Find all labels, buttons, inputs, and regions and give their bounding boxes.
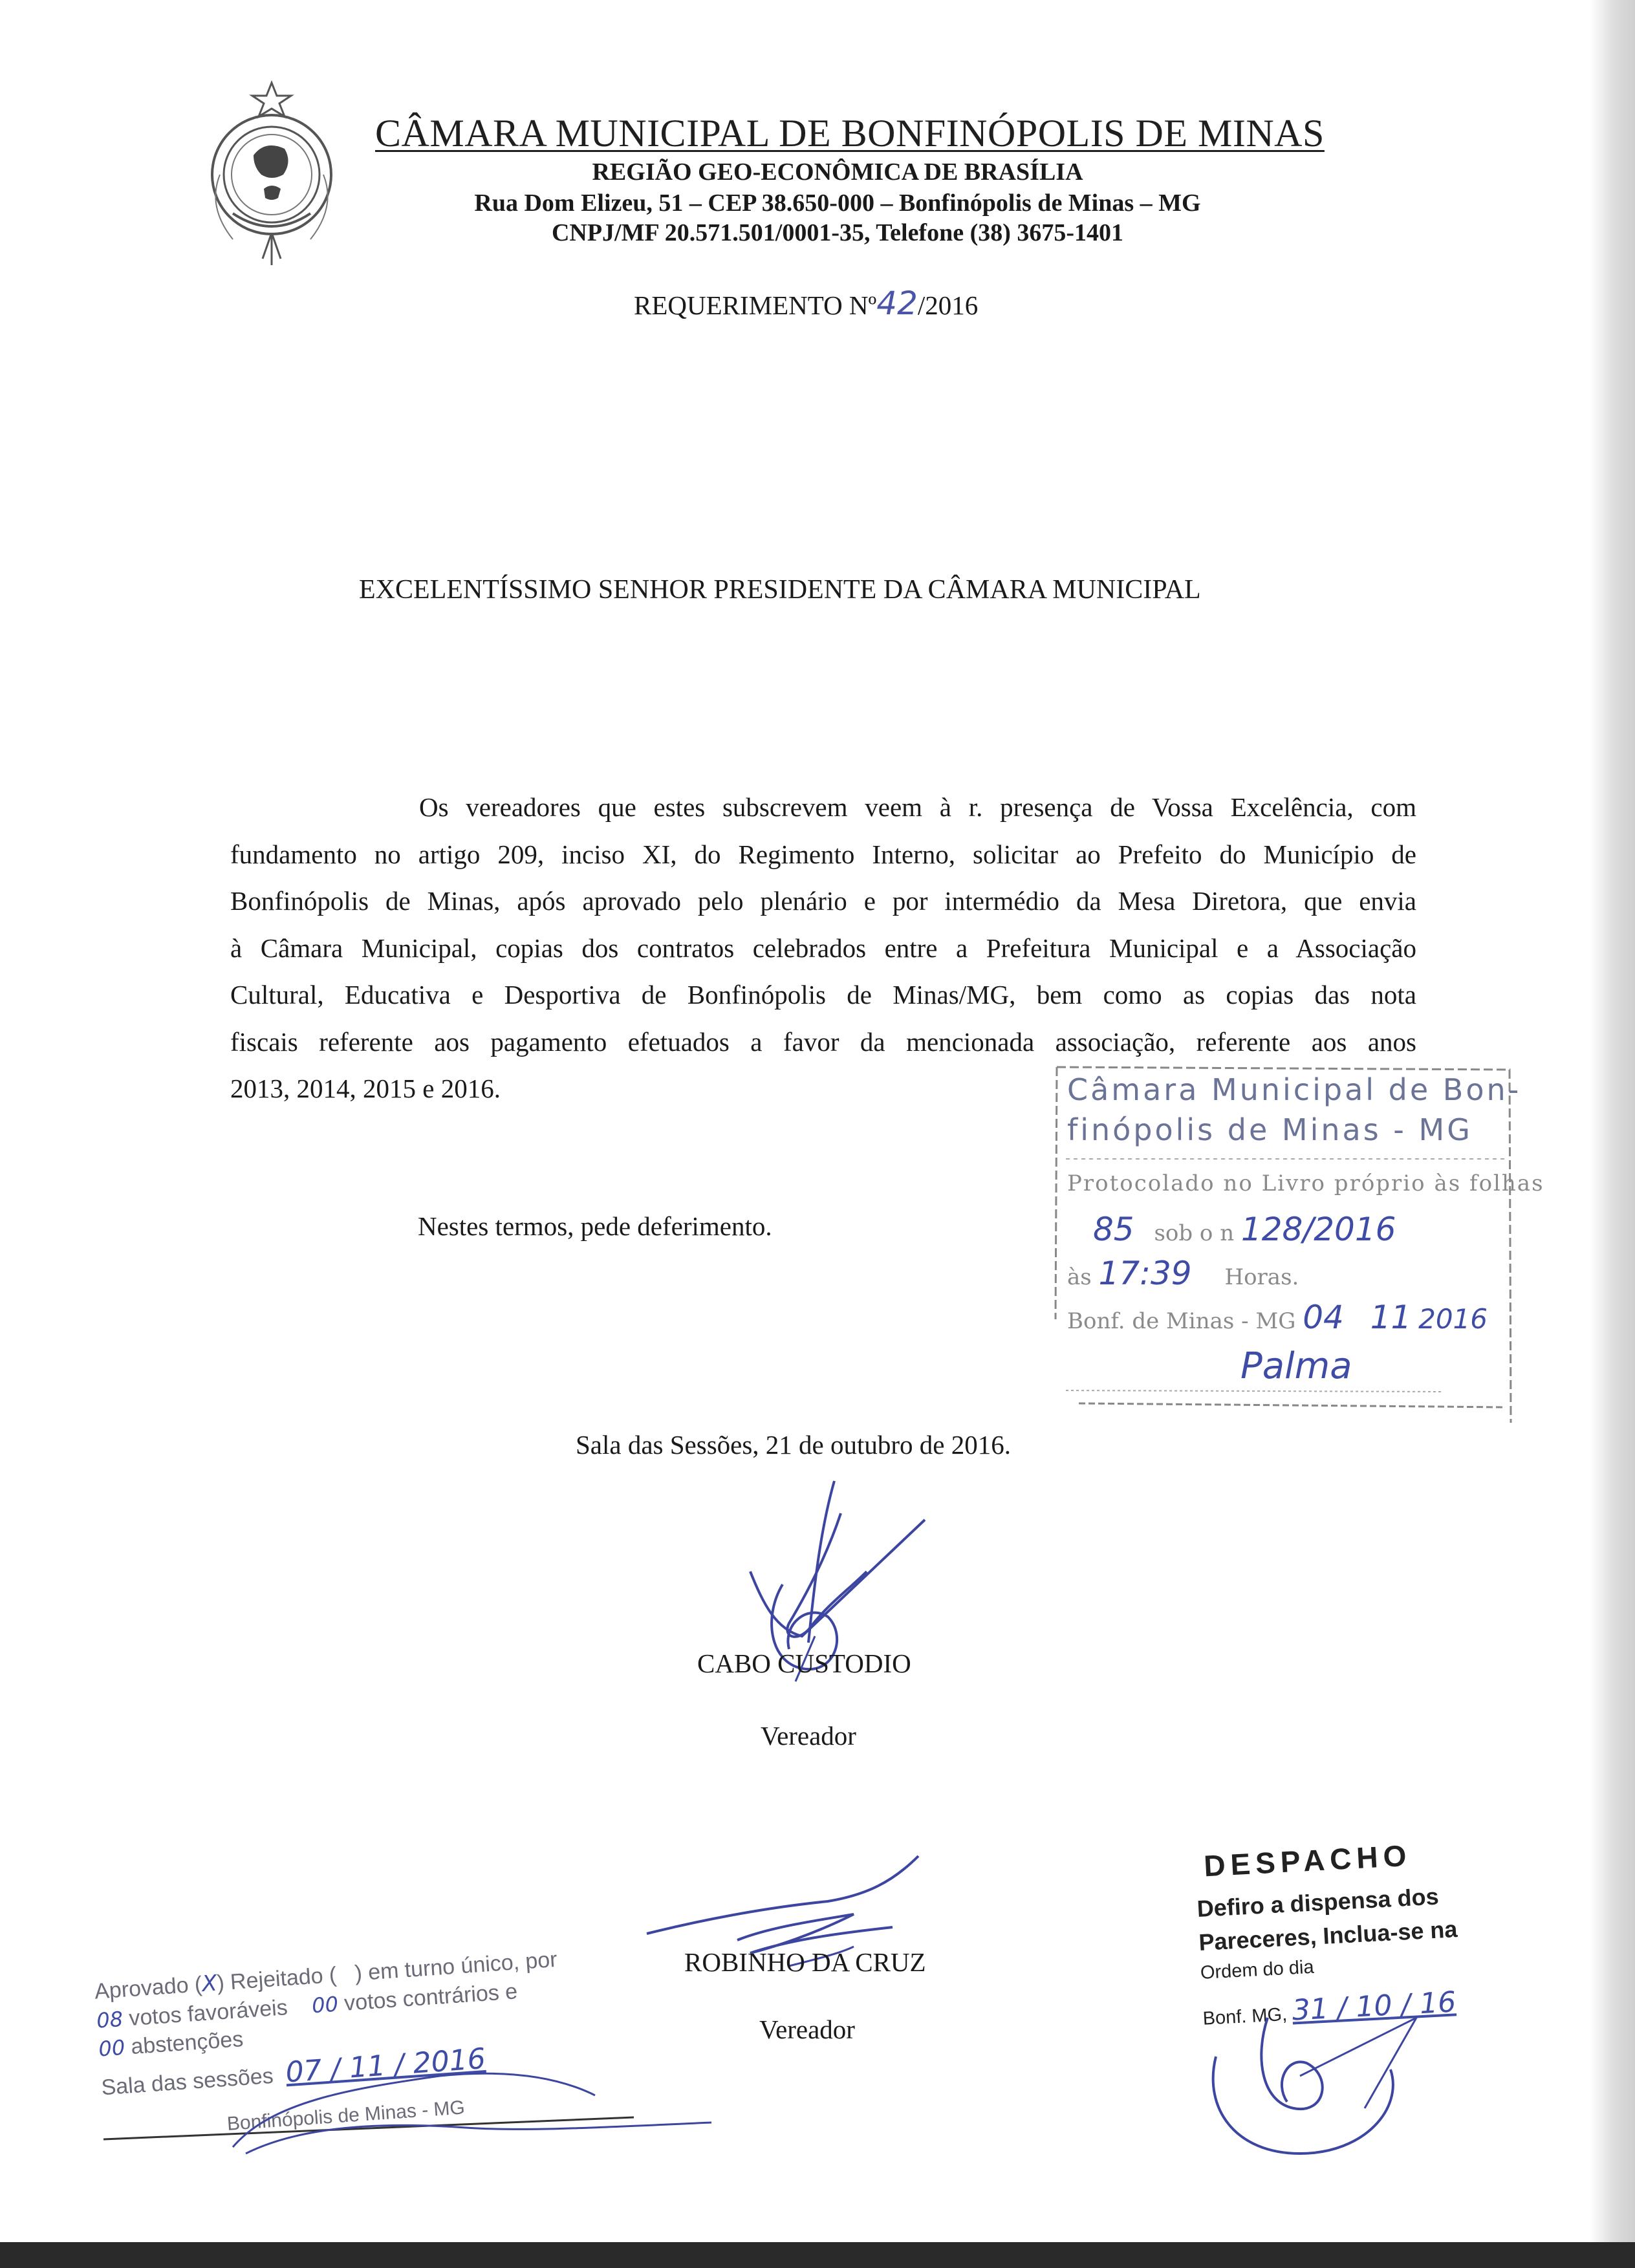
sessions-label: Sala das sessões — [100, 2063, 274, 2101]
abstencoes-label: abstenções — [130, 2026, 244, 2060]
despacho-title: DESPACHO — [1203, 1838, 1413, 1883]
despacho-date-label: Bonf. MG, — [1202, 2003, 1288, 2029]
aprovado-mark-hw: X — [200, 1970, 218, 1998]
place-date: Sala das Sessões, 21 de outubro de 2016. — [576, 1430, 1011, 1460]
request-number-line — [634, 285, 978, 322]
salutation: EXCELENTÍSSIMO SENHOR PRESIDENTE DA CÂMARA MUNICIPAL — [359, 575, 1201, 605]
municipal-seal-icon — [194, 78, 349, 272]
scan-edge-right — [1590, 0, 1635, 2268]
despacho-line1: Defiro a dispensa dos — [1196, 1883, 1440, 1923]
stamp-horas-label: Horas. — [1224, 1264, 1299, 1290]
signatory-1-role: Vereador — [761, 1721, 856, 1751]
stamp-line6 — [1067, 1299, 1488, 1336]
turno-label: ) em turno único, por — [354, 1947, 558, 1986]
request-year: /2016 — [917, 290, 979, 320]
stamp-sob-label: sob o n — [1154, 1220, 1235, 1246]
stamp-place-label: Bonf. de Minas - MG — [1067, 1308, 1296, 1334]
stamp-protocol-number-hw: 128/2016 — [1240, 1211, 1396, 1248]
body-line: fundamento no artigo 209, inciso XI, do Regimento Interno, solicitar ao Prefeito do Município de — [230, 839, 1416, 869]
stamp-line2: finópolis de Minas - MG — [1067, 1112, 1473, 1147]
aprovado-label: Aprovado ( — [93, 1972, 203, 2004]
despacho-line3: Ordem do dia — [1200, 1956, 1315, 1983]
protocol-stamp — [1053, 1061, 1544, 1436]
stamp-pages-hw: 85 — [1093, 1211, 1134, 1248]
stamp-year-hw: 2016 — [1418, 1303, 1488, 1335]
stamp-line5 — [1067, 1255, 1299, 1292]
rejeitado-label: ) Rejeitado ( — [216, 1962, 338, 1996]
region-name: REGIÃO GEO-ECONÔMICA DE BRASÍLIA — [592, 158, 1083, 186]
despacho-date-hw: 31 / 10 / 16 — [1291, 1985, 1457, 2027]
contrarios-count-hw: 00 — [310, 1991, 340, 2018]
signatory-2-role: Vereador — [759, 2014, 855, 2044]
request-degree: º — [868, 290, 877, 320]
abstencoes-count-hw: 00 — [98, 2035, 126, 2062]
body-line: fiscais referente aos pagamento efetuados a favor da mencionada associação, referente aos anos — [230, 1026, 1416, 1057]
contrarios-label: votos contrários e — [343, 1979, 519, 2016]
closing-phrase: Nestes termos, pede deferimento. — [418, 1211, 772, 1241]
stamp-day-hw: 04 — [1303, 1299, 1344, 1336]
request-number-handwritten: 42 — [876, 285, 918, 322]
cnpj-phone: CNPJ/MF 20.571.501/0001-35, Telefone (38) 3675-1401 — [551, 219, 1124, 246]
stamp-line3: Protocolado no Livro próprio às folhas — [1067, 1171, 1544, 1196]
body-line: Bonfinópolis de Minas, após aprovado pelo plenário e por intermédio da Mesa Diretora, que envia — [230, 886, 1416, 916]
despacho-signature — [1196, 1979, 1468, 2166]
approval-signature-lines — [103, 2050, 724, 2160]
body-line: à Câmara Municipal, copias dos contratos celebrados entre a Prefeitura Municipal e a Associação — [230, 933, 1416, 963]
approval-footer: Bonfinópolis de Minas - MG — [226, 2097, 466, 2135]
favoraveis-count-hw: 08 — [96, 2006, 124, 2033]
stamp-line4 — [1067, 1211, 1396, 1248]
scan-edge-bottom — [0, 2242, 1635, 2268]
institution-name: CÂMARA MUNICIPAL DE BONFINÓPOLIS DE MINAS — [375, 112, 1325, 155]
body-line: Os vereadores que estes subscrevem veem à r. presença de Vossa Excelência, com — [419, 792, 1416, 822]
signatory-1-name: CABO CUSTODIO — [697, 1648, 911, 1678]
address: Rua Dom Elizeu, 51 – CEP 38.650-000 – Bonfinópolis de Minas – MG — [474, 189, 1201, 217]
favoraveis-label: votos favoráveis — [128, 1995, 288, 2031]
stamp-signature-hw: Palma — [1240, 1345, 1352, 1387]
stamp-month-hw: 11 — [1370, 1299, 1412, 1336]
body-line: Cultural, Educativa e Desportiva de Bonfinópolis de Minas/MG, bem como as copias das nota — [230, 980, 1416, 1010]
body-line: 2013, 2014, 2015 e 2016. — [230, 1074, 501, 1103]
request-label: REQUERIMENTO N — [634, 290, 869, 320]
signatory-2-name: ROBINHO DA CRUZ — [684, 1947, 926, 1977]
stamp-as-label: às — [1067, 1264, 1092, 1290]
stamp-line1: Câmara Municipal de Bon- — [1067, 1072, 1522, 1107]
session-date-hw: 07 / 11 / 2016 — [284, 2042, 487, 2090]
despacho-line2: Pareceres, Inclua-se na — [1198, 1916, 1458, 1956]
stamp-time-hw: 17:39 — [1098, 1255, 1192, 1292]
